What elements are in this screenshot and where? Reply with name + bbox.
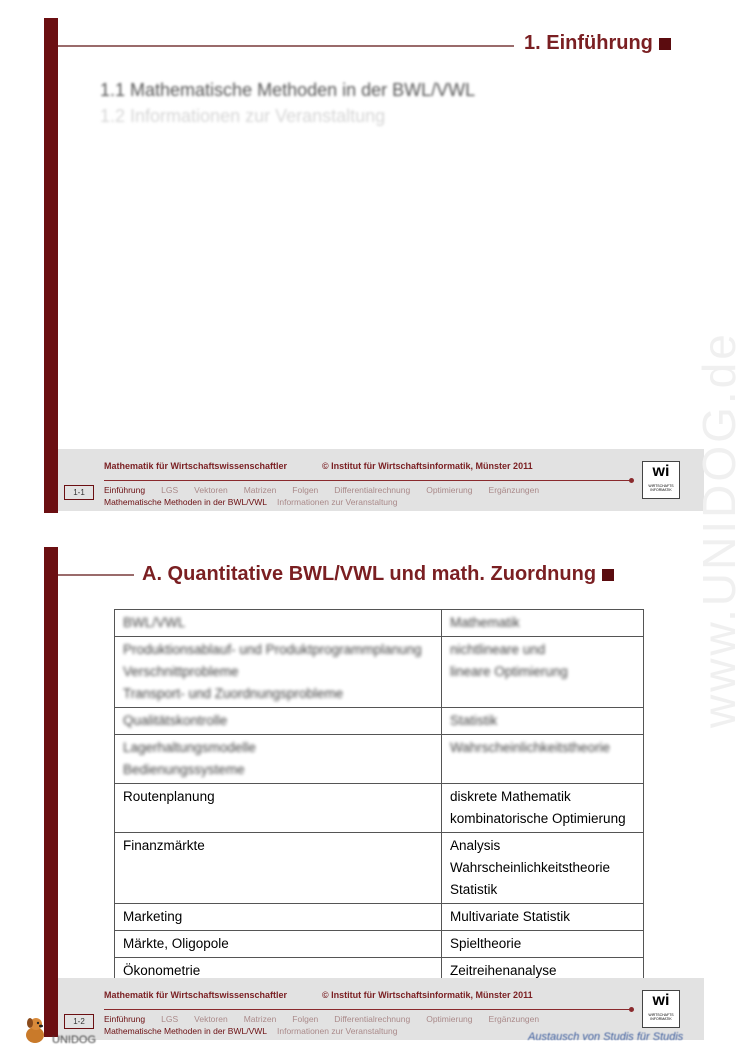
slide-accent-bar: [44, 547, 58, 1037]
nav-einfuehrung[interactable]: Einführung: [104, 485, 146, 495]
title-square-icon: [659, 38, 671, 50]
nav-matrizen[interactable]: Matrizen: [243, 485, 277, 495]
table-header-cell: BWL/VWL: [115, 610, 442, 637]
footer-subnav: [104, 497, 398, 507]
subnav-informationen[interactable]: Informationen zur Veranstaltung: [277, 1026, 398, 1036]
unidog-dog-icon: [22, 1015, 48, 1045]
nav-lgs[interactable]: LGS: [161, 485, 179, 495]
logo-wi-text: wi: [652, 992, 670, 1009]
table-cell: Multivariate Statistik: [442, 904, 644, 931]
table-cell: nichtlineare und lineare Optimierung: [442, 637, 644, 708]
unidog-tagline: Austausch von Studis für Studis: [528, 1031, 684, 1043]
slide-footer: [58, 449, 704, 511]
toc-item-2[interactable]: 1.2 Informationen zur Veranstaltung: [100, 106, 386, 126]
footer-course: Mathematik für Wirtschaftswissenschaftler: [104, 990, 287, 1000]
nav-differentialrechnung[interactable]: Differentialrechnung: [334, 485, 411, 495]
table-cell: Finanzmärkte: [115, 833, 442, 904]
table-cell: Lagerhaltungsmodelle Bedienungssysteme: [115, 735, 442, 784]
subnav-methoden[interactable]: Mathematische Methoden in der BWL/VWL: [104, 497, 267, 507]
watermark: www.UNIDOG.de: [693, 331, 745, 728]
logo-wi-text: wi: [652, 463, 670, 480]
wi-logo: [642, 461, 680, 499]
nav-optimierung[interactable]: Optimierung: [426, 485, 473, 495]
nav-optimierung[interactable]: Optimierung: [426, 1014, 473, 1024]
page-number: 1-1: [64, 485, 94, 500]
nav-lgs[interactable]: LGS: [161, 1014, 179, 1024]
slide-title: [524, 32, 671, 55]
logo-caption: WIRTSCHAFTS INFORMATIK: [648, 1013, 674, 1021]
table-cell: Produktionsablauf- und Produktprogrammplanung Verschnittprobleme Transport- und Zuordnungsprobleme: [115, 637, 442, 708]
slide-accent-bar: [44, 18, 58, 513]
nav-vektoren[interactable]: Vektoren: [194, 485, 228, 495]
table-row: [115, 708, 644, 735]
nav-differentialrechnung[interactable]: Differentialrechnung: [334, 1014, 411, 1024]
title-rule: [58, 45, 514, 47]
mapping-table: [114, 609, 644, 985]
table-row: [115, 784, 644, 833]
unidog-wordmark: UNIDOG: [52, 1034, 96, 1046]
footer-copyright: © Institut für Wirtschaftsinformatik, Münster 2011: [322, 990, 533, 1000]
table-cell: Wahrscheinlichkeitstheorie: [442, 735, 644, 784]
slide-title-text: A. Quantitative BWL/VWL und math. Zuordnung: [142, 563, 597, 585]
table-cell: Routenplanung: [115, 784, 442, 833]
nav-folgen[interactable]: Folgen: [292, 485, 319, 495]
table-cell: Spieltheorie: [442, 931, 644, 958]
table-cell: Statistik: [442, 708, 644, 735]
table-cell: Analysis Wahrscheinlichkeitstheorie Statistik: [442, 833, 644, 904]
wi-logo: [642, 990, 680, 1028]
table-cell: diskrete Mathematik kombinatorische Optimierung: [442, 784, 644, 833]
title-rule: [58, 574, 134, 576]
footer-rule-dot: [629, 1007, 634, 1012]
table-row: [115, 931, 644, 958]
footer-rule: [104, 480, 632, 481]
table-cell: Märkte, Oligopole: [115, 931, 442, 958]
footer-course: Mathematik für Wirtschaftswissenschaftler: [104, 461, 287, 471]
subnav-methoden[interactable]: Mathematische Methoden in der BWL/VWL: [104, 1026, 267, 1036]
footer-copyright: © Institut für Wirtschaftsinformatik, Münster 2011: [322, 461, 533, 471]
nav-matrizen[interactable]: Matrizen: [243, 1014, 277, 1024]
footer-nav: [104, 1014, 555, 1024]
table-cell: Ökonometrie: [115, 958, 442, 985]
footer-rule-dot: [629, 478, 634, 483]
table-row: [115, 735, 644, 784]
subnav-informationen[interactable]: Informationen zur Veranstaltung: [277, 497, 398, 507]
nav-ergaenzungen[interactable]: Ergänzungen: [488, 485, 540, 495]
slide-title-text: 1. Einführung: [524, 32, 653, 54]
table-row: [115, 904, 644, 931]
toc-item-1[interactable]: 1.1 Mathematische Methoden in der BWL/VWL: [100, 80, 476, 100]
nav-ergaenzungen[interactable]: Ergänzungen: [488, 1014, 540, 1024]
nav-einfuehrung[interactable]: Einführung: [104, 1014, 146, 1024]
logo-caption: WIRTSCHAFTS INFORMATIK: [648, 484, 674, 492]
slide-title: [142, 563, 614, 586]
slide-2: [44, 547, 704, 1037]
page-number: 1-2: [64, 1014, 94, 1029]
table-cell: Marketing: [115, 904, 442, 931]
table-cell: Qualitätskontrolle: [115, 708, 442, 735]
table-header-cell: Mathematik: [442, 610, 644, 637]
table-cell: Zeitreihenanalyse: [442, 958, 644, 985]
table-header-row: [115, 610, 644, 637]
footer-subnav: [104, 1026, 398, 1036]
footer-rule: [104, 1009, 632, 1010]
nav-folgen[interactable]: Folgen: [292, 1014, 319, 1024]
footer-nav: [104, 485, 555, 495]
nav-vektoren[interactable]: Vektoren: [194, 1014, 228, 1024]
table-row: [115, 833, 644, 904]
table-row: [115, 637, 644, 708]
slide-1: [44, 18, 704, 513]
title-square-icon: [602, 569, 614, 581]
